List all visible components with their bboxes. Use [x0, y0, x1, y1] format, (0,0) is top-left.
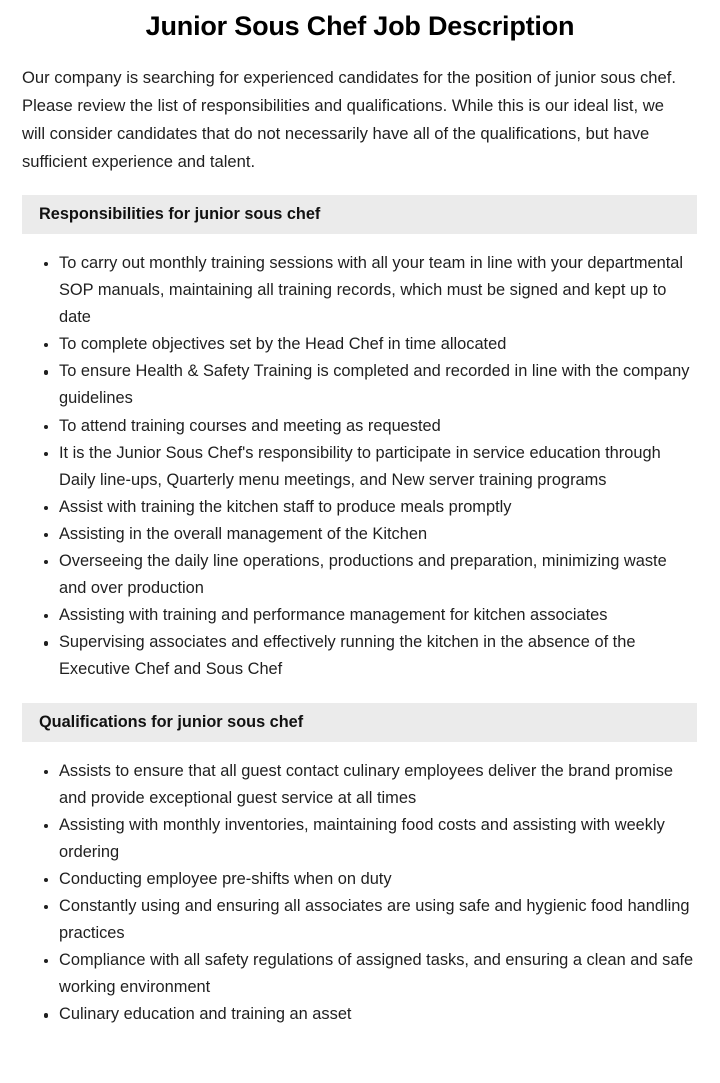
list-item: Supervising associates and effectively running the kitchen in the absence of the Executive Chef and Sous Chef [22, 629, 698, 683]
list-item: To ensure Health & Safety Training is completed and recorded in line with the company guidelines [22, 358, 698, 412]
responsibilities-section [0, 195, 720, 684]
responsibilities-list [0, 234, 720, 684]
list-item: Assisting with monthly inventories, maintaining food costs and assisting with weekly ordering [22, 812, 698, 866]
list-item: Culinary education and training an asset [22, 1001, 698, 1028]
qualifications-list [0, 742, 720, 1029]
qualifications-section [0, 703, 720, 1029]
intro-paragraph: Our company is searching for experienced candidates for the position of junior sous chef. Please review the list of responsibilities and qualifications. While this is our ideal list, we will consider candidates that do not necessarily have all of the qualifications, but have sufficient experience and talent. [22, 68, 676, 171]
responsibilities-section-heading: Responsibilities for junior sous chef [22, 195, 697, 234]
list-item: Assist with training the kitchen staff to produce meals promptly [22, 494, 698, 521]
list-item: To attend training courses and meeting as requested [22, 413, 698, 440]
list-item: Assisting in the overall management of the Kitchen [22, 521, 698, 548]
list-item: It is the Junior Sous Chef's responsibility to participate in service education through Daily line-ups, Quarterly menu meetings, and New server training programs [22, 440, 698, 494]
qualifications-section-heading: Qualifications for junior sous chef [22, 703, 697, 742]
list-item: Compliance with all safety regulations of assigned tasks, and ensuring a clean and safe working environment [22, 947, 698, 1001]
list-item: Assisting with training and performance management for kitchen associates [22, 602, 698, 629]
list-item: Overseeing the daily line operations, productions and preparation, minimizing waste and over production [22, 548, 698, 602]
list-item: Constantly using and ensuring all associates are using safe and hygienic food handling practices [22, 893, 698, 947]
list-item: Assists to ensure that all guest contact culinary employees deliver the brand promise and provide exceptional guest service at all times [22, 758, 698, 812]
list-item: Conducting employee pre-shifts when on duty [22, 866, 698, 893]
list-item: To carry out monthly training sessions with all your team in line with your departmental SOP manuals, maintaining all training records, which must be signed and kept up to date [22, 250, 698, 331]
page-title: Junior Sous Chef Job Description [145, 11, 575, 41]
list-item: To complete objectives set by the Head Chef in time allocated [22, 331, 698, 358]
